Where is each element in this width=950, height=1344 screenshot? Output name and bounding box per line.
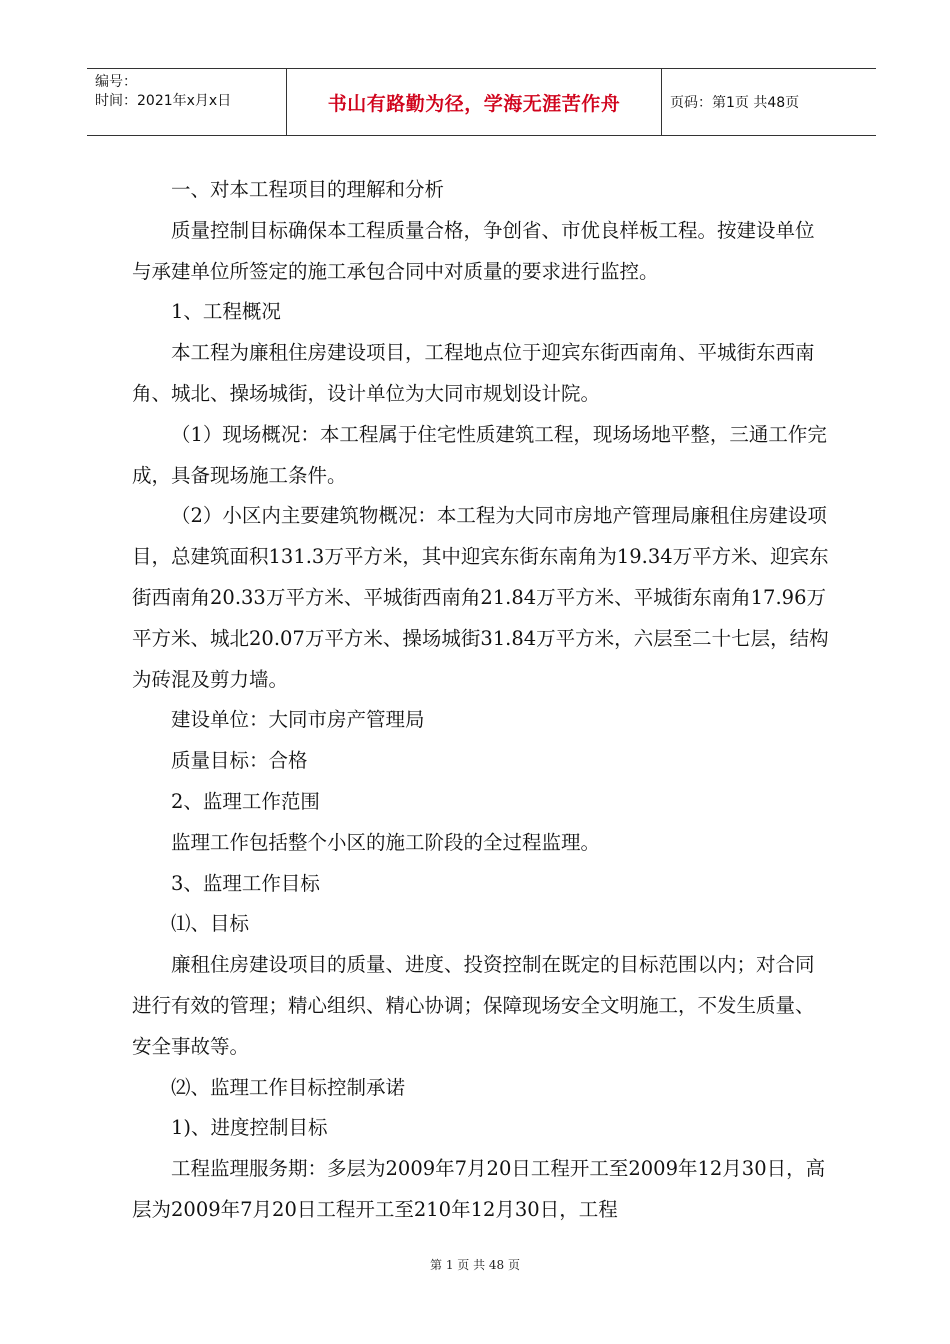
page-header	[87, 68, 876, 136]
paragraph-quality-target: 质量目标：合格	[171, 749, 308, 773]
paragraph-buildings-overview: （2）小区内主要建筑物概况：本工程为大同市房地产管理局廉租住房建设项目，总建筑面积131.3万平方米，其中迎宾东街东南角为19.34万平方米、迎宾东街西南角20.33万平方米、平城街西南角21.84万平方米、平城街东南角17.96万平方米、城北20.07万平方米、操场城街31.84万平方米，六层至二十七层，结构为砖混及剪力墙。	[132, 504, 829, 691]
document-time-label: 时间：2021年x月x日	[95, 93, 232, 109]
paragraph-quality-goal: 质量控制目标确保本工程质量合格，争创省、市优良样板工程。按建设单位与承建单位所签定的施工承包合同中对质量的要求进行监控。	[132, 218, 815, 283]
paragraph-project-description: 本工程为廉租住房建设项目，工程地点位于迎宾东街西南角、平城街东西南角、城北、操场城街，设计单位为大同市规划设计院。	[132, 341, 815, 405]
paragraph-supervision-scope: 监理工作包括整个小区的施工阶段的全过程监理。	[171, 830, 601, 854]
paragraph-site-overview: （1）现场概况：本工程属于住宅性质建筑工程，现场场地平整，三通工作完成，具备现场施工条件。	[132, 422, 827, 487]
subheading-project-overview: 1、工程概况	[171, 300, 281, 324]
subheading-supervision-goal: 3、监理工作目标	[171, 871, 320, 895]
paragraph-service-period: 工程监理服务期：多层为2009年7月20日工程开工至2009年12月30日，高层为2009年7月20日工程开工至210年12月30日，工程	[132, 1157, 826, 1221]
document-body	[132, 170, 832, 1231]
subheading-supervision-scope: 2、监理工作范围	[171, 789, 320, 813]
document-number-label: 编号：	[95, 74, 137, 90]
paragraph-goal-description: 廉租住房建设项目的质量、进度、投资控制在既定的目标范围以内；对合同进行有效的管理；精心组织、精心协调；保障现场安全文明施工，不发生质量、安全事故等。	[132, 953, 815, 1058]
header-page-info: 页码：第1页 共48页	[670, 95, 800, 111]
header-motto: 书山有路勤为径，学海无涯苦作舟	[287, 69, 662, 135]
paragraph-construction-unit: 建设单位：大同市房产管理局	[171, 708, 425, 732]
header-meta	[87, 69, 287, 135]
subheading-goal-commitment: ⑵、监理工作目标控制承诺	[171, 1075, 406, 1099]
section-heading-1: 一、对本工程项目的理解和分析	[171, 178, 445, 201]
page-footer: 第 1 页 共 48 页	[430, 1258, 520, 1272]
subheading-goal: ⑴、目标	[171, 912, 250, 936]
subheading-schedule-control: 1)、进度控制目标	[171, 1116, 328, 1140]
